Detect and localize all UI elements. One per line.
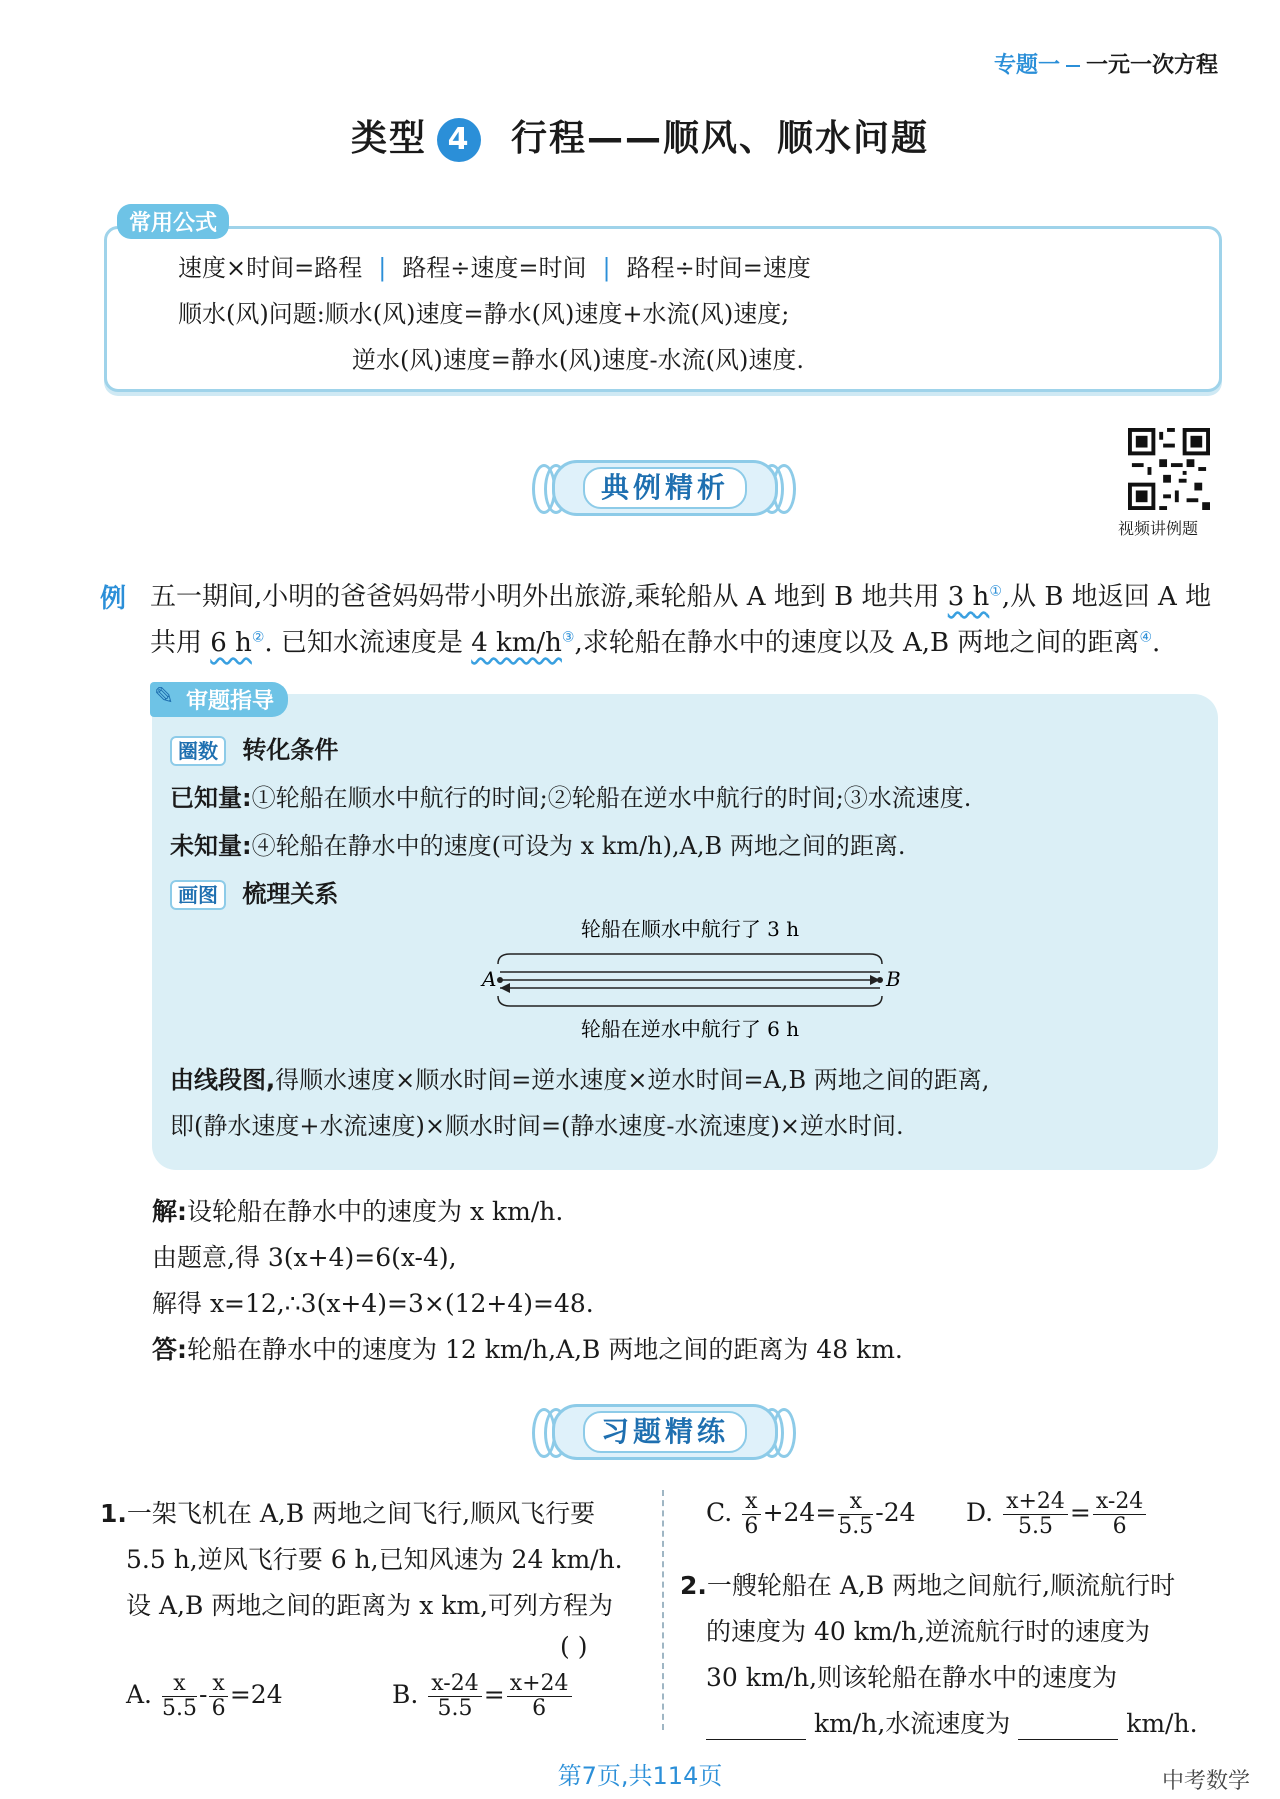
known-label: 已知量:	[170, 784, 252, 812]
fraction-denominator: 6	[211, 1696, 226, 1722]
conclusion-line-2: 即(静水速度+水流速度)×顺水时间=(静水速度-水流速度)×逆水时间.	[170, 1112, 904, 1140]
answer-label: 答:	[152, 1335, 187, 1364]
q2-text: 一艘轮船在 A,B 两地之间航行,顺流航行时	[706, 1571, 1176, 1600]
circle-mark: ③	[561, 629, 575, 646]
example-mark: 例	[100, 584, 127, 614]
rhs: -24	[875, 1498, 916, 1528]
example-text: . 已知水流速度是	[264, 628, 472, 658]
circle-mark: ④	[1139, 629, 1152, 646]
page-header	[994, 48, 1218, 79]
fraction-numerator: x	[209, 1672, 227, 1697]
solve-label: 解:	[152, 1197, 187, 1226]
example-text: .	[1152, 628, 1161, 658]
q1-line-1	[100, 1494, 595, 1530]
page-title	[0, 110, 1280, 162]
q2-line-1	[680, 1566, 1175, 1602]
solution-line-4	[152, 1330, 903, 1366]
conclusion-line-1	[170, 1060, 989, 1095]
watermark: 中考数学	[1161, 1769, 1250, 1794]
fraction-numerator: x	[162, 1672, 197, 1697]
solution-line-3: 解得 x=12,∴3(x+4)=3×(12+4)=48.	[152, 1289, 594, 1318]
fraction-numerator: x	[838, 1490, 873, 1515]
example-text: ,求轮船在静水中的速度以及 A,B 两地之间的距离	[574, 628, 1140, 658]
q1-option-a[interactable]	[126, 1672, 283, 1721]
bottom-brace	[498, 996, 882, 1006]
example-line-1	[150, 576, 1211, 613]
guide-tag: 审题指导	[150, 682, 288, 717]
fraction-denominator: 5.5	[161, 1696, 197, 1722]
example-highlight: 4 km/h	[471, 628, 562, 658]
formula-separator: |	[378, 254, 387, 282]
q2-text: km/h.	[1126, 1709, 1198, 1738]
circle-section-heading	[170, 730, 338, 765]
unknown-label: 未知量:	[170, 832, 252, 860]
fraction-denominator: 6	[1112, 1514, 1127, 1540]
circle-mark: ①	[989, 583, 1002, 600]
q1-option-c[interactable]	[706, 1490, 916, 1539]
fraction-numerator: x+24	[507, 1672, 572, 1697]
point-b-label: B	[886, 967, 901, 991]
point-a-dot	[497, 977, 503, 983]
q1-line-3: 设 A,B 两地之间的距离为 x km,可列方程为	[126, 1591, 614, 1620]
point-a-label: A	[482, 967, 497, 991]
fraction-denominator: 5.5	[838, 1514, 874, 1540]
formula-2: 路程÷速度=时间	[402, 254, 587, 282]
operator: =	[1069, 1498, 1091, 1528]
qr-label: 视频讲例题	[1118, 519, 1199, 538]
section-banner-label: 典例精析	[583, 467, 747, 509]
top-brace	[498, 954, 882, 964]
formula-tag: 常用公式	[117, 204, 229, 239]
formula-row-1	[178, 248, 811, 283]
circle-tag: 圈数	[170, 736, 226, 766]
q2-line-3: 30 km/h,则该轮船在静水中的速度为	[706, 1663, 1118, 1692]
column-divider	[662, 1490, 664, 1730]
title-text: 行程——顺风、顺水问题	[511, 118, 930, 159]
draw-title: 梳理关系	[242, 880, 339, 908]
title-prefix: 类型	[350, 118, 427, 159]
operator: =	[483, 1680, 505, 1710]
formula-1: 速度×时间=路程	[178, 254, 363, 282]
fraction-numerator: x	[742, 1490, 760, 1515]
answer-blank-current[interactable]	[1018, 1715, 1118, 1740]
q1-answer-paren[interactable]: ( )	[560, 1632, 588, 1661]
q1-number: 1.	[100, 1499, 127, 1528]
fraction-denominator: 5.5	[437, 1696, 473, 1722]
option-label: C.	[706, 1498, 733, 1528]
unknown-line	[170, 826, 905, 861]
example-highlight: 3 h	[947, 582, 990, 612]
operator: +24=	[762, 1498, 837, 1528]
example-line-2	[150, 622, 1160, 659]
conclusion-label: 由线段图,	[170, 1066, 276, 1094]
fraction-denominator: 6	[744, 1514, 759, 1540]
qr-code-icon[interactable]	[1128, 428, 1210, 510]
option-label: B.	[392, 1680, 419, 1710]
page-footer: 第7页,共114页	[557, 1762, 723, 1790]
formula-3: 路程÷时间=速度	[626, 254, 811, 282]
q2-line-2: 的速度为 40 km/h,逆流航行时的速度为	[706, 1617, 1151, 1646]
formula-row-2: 顺水(风)问题:顺水(风)速度=静水(风)速度+水流(风)速度;	[178, 300, 790, 328]
option-label: D.	[966, 1498, 994, 1528]
section-banner-exercises	[552, 1404, 778, 1460]
known-text: ①轮船在顺水中航行的时间;②轮船在逆水中航行的时间;③水流速度.	[251, 784, 972, 812]
rhs: =24	[229, 1680, 283, 1710]
q2-line-4	[706, 1704, 1198, 1740]
fraction-denominator: 6	[532, 1696, 547, 1722]
answer-text: 轮船在静水中的速度为 12 km/h,A,B 两地之间的距离为 48 km.	[187, 1335, 903, 1364]
draw-tag: 画图	[170, 880, 226, 910]
section-banner-examples	[552, 460, 778, 516]
formula-row-3: 逆水(风)速度=静水(风)速度-水流(风)速度.	[352, 346, 805, 374]
line-segment-diagram	[470, 914, 910, 1044]
example-highlight: 6 h	[210, 628, 252, 658]
known-line	[170, 778, 971, 813]
operator: -	[198, 1680, 208, 1710]
circle-mark: ②	[251, 629, 265, 646]
formula-separator: |	[602, 254, 611, 282]
q2-number: 2.	[680, 1571, 707, 1600]
section-banner-label: 习题精练	[583, 1411, 747, 1453]
arrow-left	[500, 983, 510, 993]
point-b-dot	[877, 977, 883, 983]
type-number-badge: 4	[437, 118, 481, 162]
draw-section-heading	[170, 874, 338, 909]
q1-option-d[interactable]	[966, 1490, 1148, 1539]
example-text: 共用	[150, 628, 211, 658]
fraction-numerator: x-24	[428, 1672, 481, 1697]
q1-text: 一架飞机在 A,B 两地之间飞行,顺风飞行要	[126, 1499, 596, 1528]
solution-line-1	[152, 1192, 563, 1228]
diagram-bottom-label: 轮船在逆水中航行了 6 h	[580, 1017, 800, 1041]
fraction-numerator: x+24	[1003, 1490, 1068, 1515]
chapter-label: 一元一次方程	[1085, 53, 1218, 78]
solution-line-2: 由题意,得 3(x+4)=6(x-4),	[152, 1243, 457, 1272]
q1-option-b[interactable]	[392, 1672, 574, 1721]
unknown-text: ④轮船在静水中的速度(可设为 x km/h),A,B 两地之间的距离.	[251, 832, 906, 860]
answer-blank-still-water[interactable]	[706, 1715, 806, 1740]
q1-line-2: 5.5 h,逆风飞行要 6 h,已知风速为 24 km/h.	[126, 1545, 623, 1574]
fraction-denominator: 5.5	[1017, 1514, 1053, 1540]
q2-text: km/h,水流速度为	[813, 1709, 1011, 1738]
conclusion-text-1: 得顺水速度×顺水时间=逆水速度×逆水时间=A,B 两地之间的距离,	[275, 1066, 990, 1094]
teacher-icon: ✎	[154, 682, 175, 710]
fraction-numerator: x-24	[1093, 1490, 1146, 1515]
example-text: ,从 B 地返回 A 地	[1001, 582, 1212, 612]
solution-text: 设轮船在静水中的速度为 x km/h.	[187, 1197, 564, 1226]
example-text: 五一期间,小明的爸爸妈妈带小明外出旅游,乘轮船从 A 地到 B 地共用	[150, 582, 948, 612]
diagram-top-label: 轮船在顺水中航行了 3 h	[580, 917, 800, 941]
circle-title: 转化条件	[242, 736, 339, 764]
option-label: A.	[126, 1680, 153, 1710]
topic-label: 专题一	[993, 53, 1060, 78]
